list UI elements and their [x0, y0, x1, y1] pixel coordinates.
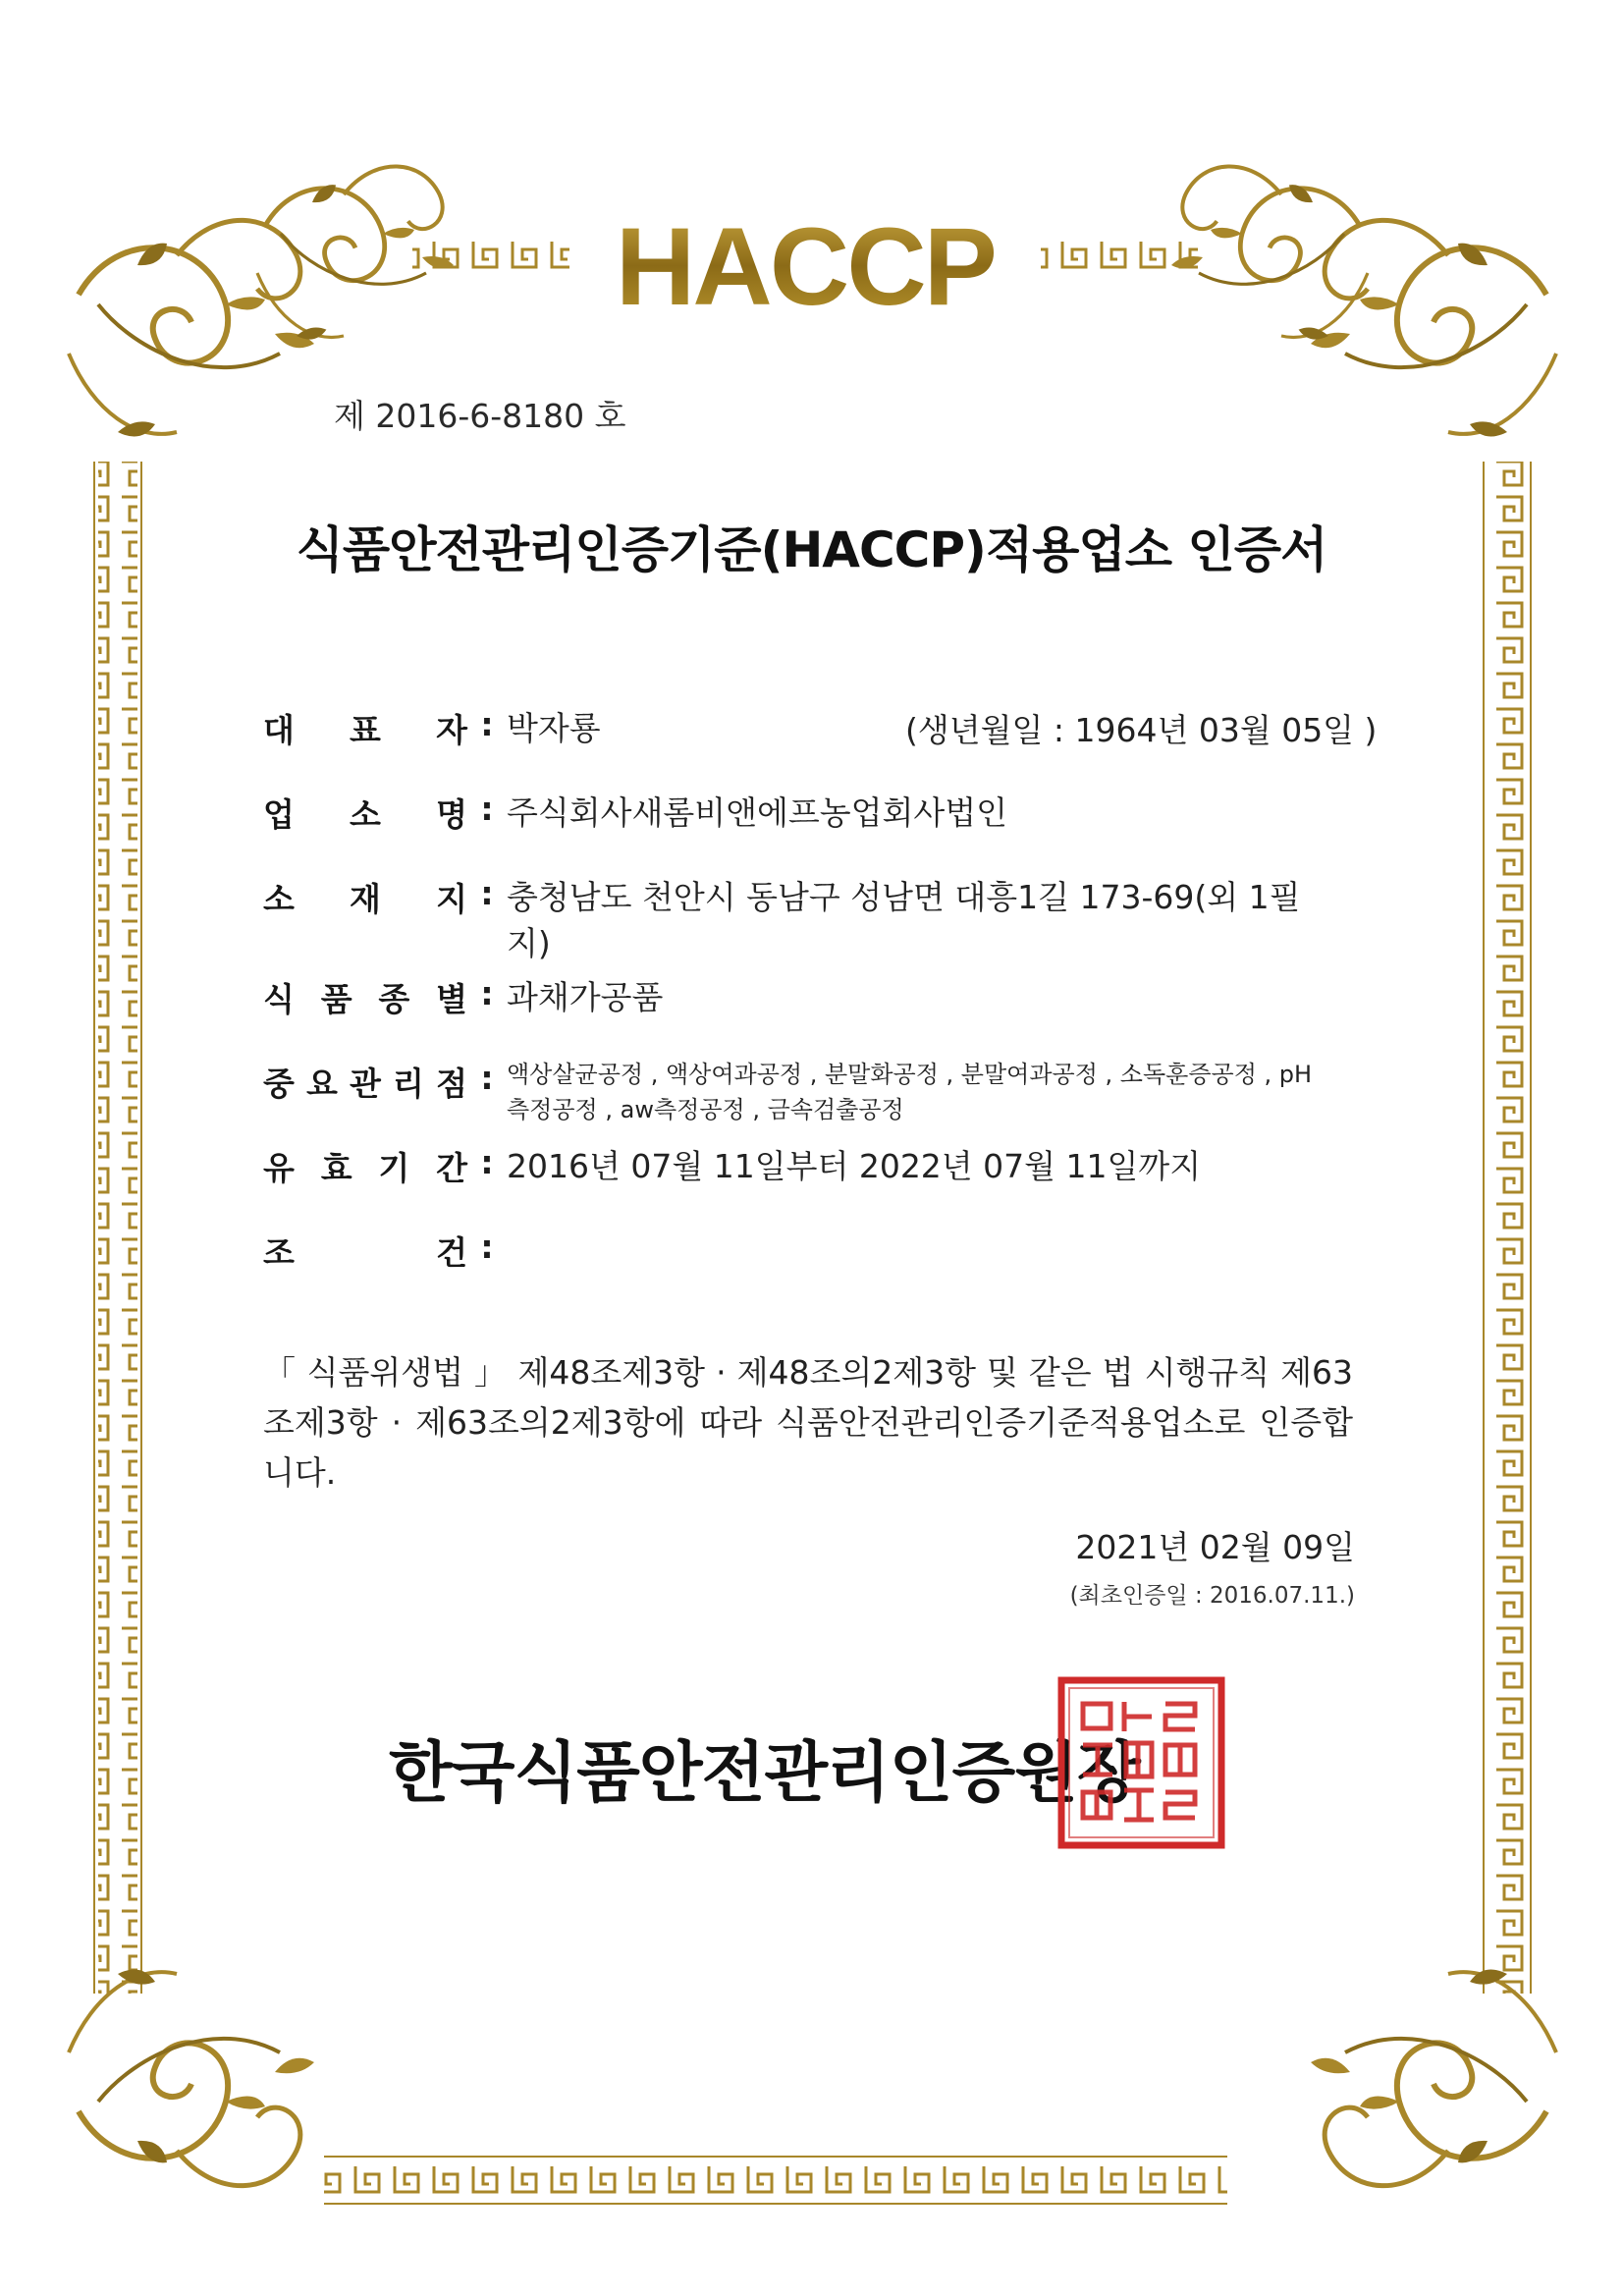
business-name: 주식회사새롬비앤에프농업회사법인	[507, 793, 1008, 832]
field-label: 소 재 지	[263, 880, 467, 918]
field-colon: :	[480, 790, 494, 828]
field-validity-period	[263, 1143, 1322, 1189]
gold-scroll-ornament-icon	[1311, 1970, 1556, 2186]
critical-control-points: 액상살균공정 , 액상여과공정 , 분말화공정 , 분말여과공정 , 소독훈증공정 , pH측정공정 , aw측정공정 , 금속검출공정	[507, 1061, 1313, 1123]
issuer-name: 한국식품안전관리인증원장	[389, 1734, 1140, 1811]
food-type: 과채가공품	[507, 978, 664, 1016]
field-colon: :	[480, 1228, 494, 1266]
haccp-logo	[599, 196, 1011, 324]
field-colon: :	[480, 1059, 494, 1097]
field-label: 조 건	[263, 1233, 467, 1272]
field-colon: :	[480, 705, 494, 743]
gold-scroll-ornament-icon	[69, 1970, 314, 2186]
official-seal-icon	[1055, 1674, 1227, 1851]
field-colon: :	[480, 974, 494, 1012]
gold-scroll-ornament-icon	[69, 220, 314, 436]
field-label: 업 소 명	[263, 795, 467, 834]
certificate-title: 식품안전관리인증기준(HACCP)적용업소 인증서	[296, 521, 1327, 578]
certification-statement: 「 식품위생법 」 제48조제3항 · 제48조의2제3항 및 같은 법 시행규칙 제63조제3항 · 제63조의2제3항에 따라 식품안전관리인증기준적용업소로 인증합니다.	[263, 1353, 1353, 1492]
field-colon: :	[480, 1143, 494, 1181]
field-label: 대 표 자	[263, 711, 467, 749]
field-critical-control-points	[263, 1059, 1331, 1127]
validity-period: 2016년 07월 11일부터 2022년 07월 11일까지	[507, 1147, 1202, 1185]
field-business-name	[263, 790, 1322, 836]
representative-name: 박자룡	[507, 709, 601, 747]
issue-date: 2021년 02월 09일	[1075, 1528, 1355, 1566]
field-label: 중 요 관 리 점	[263, 1065, 467, 1103]
gold-scroll-ornament-icon	[1311, 220, 1556, 436]
birth-date: (생년월일 : 1964년 03월 05일 )	[905, 711, 1378, 749]
field-conditions	[263, 1228, 1322, 1274]
address: 충청남도 천안시 동남구 성남면 대흥1길 173-69(외 1필지)	[507, 878, 1301, 962]
first-certification-date: (최초인증일 : 2016.07.11.)	[1069, 1583, 1355, 1609]
field-label: 식 품 종 별	[263, 980, 467, 1018]
certificate-number: 제 2016-6-8180 호	[334, 397, 626, 435]
field-address	[263, 874, 1302, 966]
field-label: 유 효 기 간	[263, 1149, 467, 1187]
field-food-type	[263, 974, 1322, 1020]
haccp-logo-text: HACCP	[615, 203, 996, 324]
field-colon: :	[480, 874, 494, 912]
